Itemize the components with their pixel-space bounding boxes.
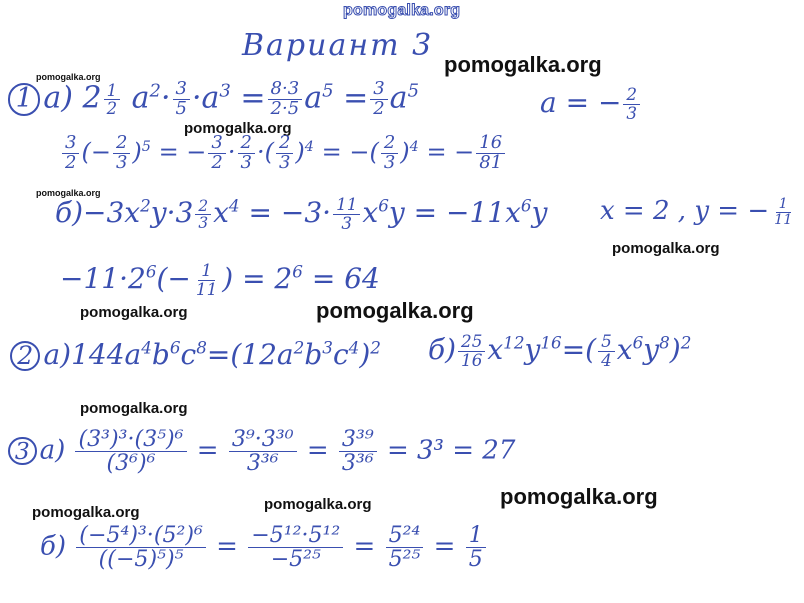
fraction (370, 80, 387, 119)
math-text: 2 (293, 337, 305, 358)
math-text: 4 (601, 350, 612, 370)
math-text: 6 (145, 261, 157, 282)
math-text: 4 (409, 138, 419, 155)
math-text: 25 (458, 333, 485, 352)
math-text: 3 (198, 214, 209, 232)
math-text: 5 (141, 138, 151, 155)
math-text: 3 (322, 337, 333, 358)
math-text: 2 (106, 98, 118, 118)
task-number: 3 (8, 437, 37, 466)
math-text: = (306, 435, 329, 466)
fraction (333, 196, 360, 232)
math-text: 3 (219, 80, 231, 102)
math-text: 3 (370, 80, 387, 100)
task1-b-given (600, 196, 797, 228)
watermark: pomogalka.org (32, 504, 140, 521)
fraction (113, 134, 130, 173)
math-text: 5²⁵ (388, 546, 421, 573)
math-text: 2 (82, 80, 102, 116)
math-text: −3x (83, 196, 141, 229)
math-text: 3³⁶ (341, 450, 374, 477)
math-text: 1 (776, 197, 791, 213)
fraction (268, 80, 303, 119)
watermark: pomogalka.org (80, 400, 188, 417)
math-text: а) (39, 435, 66, 466)
fraction (276, 134, 293, 173)
math-text: (3⁶)⁶ (106, 450, 156, 477)
math-text: = (343, 80, 369, 116)
math-text: y·3 (150, 196, 194, 229)
watermark: pomogalka.org (612, 240, 720, 257)
math-text: 1 (104, 82, 121, 100)
math-text: (− (81, 137, 111, 166)
math-text: 144a (71, 338, 142, 371)
watermark: pomogalka.org (36, 188, 101, 198)
math-text: 3³⁶ (246, 450, 279, 477)
math-text: 5 (468, 546, 483, 573)
fraction (76, 524, 206, 571)
math-text: ) (132, 137, 142, 166)
math-text: ((−5)⁵)⁵ (98, 546, 184, 573)
fraction (466, 524, 486, 571)
watermark: pomogalka.org (80, 304, 188, 321)
math-text: 4 (304, 138, 314, 155)
math-text: б) (428, 333, 457, 366)
task1-a-line: 1 а) 2 $\frac{1}{2}$ $a^2\cdot$ $\frac{3}{5}$ $\cdot a^3$ = $\frac{8\cdot 3}{2\cdot 5}$ $a^5$ = $\frac{3}{2}$ $a^5$ (8, 80, 419, 119)
math-text: = −( (321, 137, 379, 166)
math-text: c (332, 338, 349, 371)
watermark: pomogalka.org (264, 496, 372, 513)
watermark: pomogalka.org (500, 484, 658, 509)
math-text: 3 (626, 103, 638, 123)
math-text: = (216, 531, 238, 562)
math-text: 5 (598, 333, 615, 352)
math-text: y (524, 333, 541, 366)
math-text: ) (359, 338, 371, 371)
fraction (75, 428, 186, 475)
math-text: 8 (659, 332, 670, 353)
fraction (238, 134, 255, 173)
math-text: (− (156, 262, 191, 295)
math-text: ·( (256, 137, 274, 166)
fraction (381, 134, 398, 173)
math-text: 16 (476, 134, 505, 154)
task3-b-line (40, 524, 488, 571)
math-text: 12 (503, 332, 525, 353)
watermark: pomogalka.org (36, 72, 101, 82)
math-text: b (304, 338, 323, 371)
math-text: 11 (774, 211, 793, 228)
math-text: = 64 (311, 262, 380, 295)
math-text: ) (295, 137, 305, 166)
label: а) (43, 80, 73, 116)
fraction (623, 86, 640, 122)
math-text: ) (400, 137, 410, 166)
watermark-top: pomogalka.org (343, 2, 461, 19)
task3-a-line (8, 428, 515, 475)
fraction (193, 262, 220, 298)
math-text: 3 (278, 151, 291, 173)
math-text: 5²⁴ (386, 524, 424, 548)
fraction (476, 134, 505, 173)
math-text: 3 (62, 134, 79, 154)
math-text: 3 (240, 151, 252, 173)
math-text: x (362, 196, 379, 229)
math-text: б) (55, 196, 84, 229)
math-text: 6 (632, 332, 644, 353)
math-text: x (616, 333, 633, 366)
math-text: 11 (333, 196, 360, 215)
math-text: y (531, 196, 548, 229)
math-text: б) (40, 531, 67, 562)
math-text: 2·5 (270, 97, 300, 119)
math-text: 2 (276, 134, 293, 154)
task1-a-substitution: $\frac{3}{2}$ (− $\frac{2}{3}$ )$^5$ = − $\frac{3}{2}$ · $\frac{2}{3}$ ·( $\frac{2}{3}$ )$^4$ = −( $\frac{2}{3}$ )$^4$ = − $\frac{16}{81}$ (60, 134, 507, 173)
math-text: b (151, 338, 170, 371)
task2-a-line (10, 338, 381, 371)
math-text: 81 (479, 151, 503, 173)
math-text: 2 (65, 151, 77, 173)
math-text: 3 (208, 134, 225, 154)
math-text: 2 (680, 332, 692, 353)
math-text: а) (43, 338, 72, 371)
math-text: = (196, 435, 219, 466)
math-text: 3³⁹ (339, 428, 377, 452)
math-text: 5 (175, 97, 187, 119)
math-text: = (240, 80, 266, 116)
task1-a-given (540, 86, 642, 123)
fraction (248, 524, 343, 571)
task1-b-line (55, 196, 547, 233)
math-text: =(12a (206, 338, 294, 371)
math-text: 16 (540, 332, 562, 353)
page-title: Вариант 3 (242, 28, 434, 63)
fraction (598, 333, 615, 369)
math-text: 2 (238, 134, 255, 154)
math-text: =( (561, 333, 597, 366)
fraction (208, 134, 225, 173)
math-text: ) = 2 (222, 262, 293, 295)
math-text: 6 (520, 195, 532, 216)
task2-b-line (428, 333, 691, 370)
math-text: 4 (228, 195, 240, 216)
fraction (339, 428, 377, 475)
math-text: −5²⁵ (270, 546, 321, 573)
math-text: 2 (211, 151, 223, 173)
math-text: 5 (322, 80, 334, 102)
math-text: a (201, 80, 220, 116)
math-text: a (389, 80, 408, 116)
math-text: = (353, 531, 376, 562)
math-text: 3 (173, 80, 190, 100)
math-text: 2 (195, 198, 211, 215)
math-text: 3 (115, 151, 128, 173)
math-text: −5¹²·5¹² (248, 524, 343, 548)
fraction (62, 134, 79, 173)
math-text: y = −11x (388, 196, 521, 229)
math-text: 2 (113, 134, 130, 154)
task-number: 2 (10, 341, 40, 371)
math-text: 8 (196, 337, 207, 358)
math-text: 16 (461, 350, 483, 370)
math-text: 3 (341, 213, 353, 233)
math-text: 2 (370, 337, 381, 358)
math-text: 3⁹·3³⁰ (229, 428, 297, 452)
math-text: 4 (141, 337, 152, 358)
fraction (771, 197, 795, 228)
math-text: 2 (149, 80, 161, 102)
math-text: x = 2 , y = − (600, 196, 770, 226)
math-text: −11·2 (60, 262, 146, 295)
fraction (173, 80, 190, 119)
math-text: 1 (198, 262, 215, 281)
fraction (104, 82, 121, 118)
math-text: 2 (373, 97, 385, 119)
fraction (386, 524, 424, 571)
math-text: 6 (292, 261, 303, 282)
math-text: 8·3 (268, 80, 303, 100)
fraction (458, 333, 485, 369)
math-text: 2 (623, 86, 640, 105)
math-text: x (213, 196, 229, 229)
task1-b-substitution (60, 262, 380, 299)
math-text: a (304, 80, 323, 116)
math-text: = 3³ = 27 (386, 435, 516, 466)
math-text: 2 (140, 195, 151, 216)
math-text: 5 (407, 80, 420, 102)
watermark: pomogalka.org (444, 52, 602, 77)
math-text: y (643, 333, 660, 366)
math-text: 6 (169, 337, 181, 358)
math-text: (−5⁴)³·(5²)⁶ (76, 524, 206, 548)
math-text: (3³)³·(3⁵)⁶ (75, 428, 186, 452)
math-text: x (487, 333, 504, 366)
math-text: 2 (381, 134, 398, 154)
math-text: 1 (466, 524, 486, 548)
math-text: = (433, 531, 456, 562)
math-text: a = − (540, 86, 622, 119)
fraction (195, 198, 211, 231)
math-text: = − (426, 137, 475, 166)
watermark: pomogalka.org (316, 298, 474, 323)
fraction (229, 428, 297, 475)
math-text: 11 (195, 279, 218, 299)
watermark: pomogalka.org (184, 120, 292, 137)
math-text: 6 (378, 195, 389, 216)
math-text: = −3· (248, 196, 332, 229)
math-text: c (180, 338, 197, 371)
math-text: 3 (383, 151, 396, 173)
math-text: ) (669, 333, 681, 366)
task-number: 1 (8, 83, 40, 115)
math-text: 4 (348, 337, 360, 358)
math-text: = − (158, 137, 207, 166)
math-text: a (131, 80, 150, 116)
